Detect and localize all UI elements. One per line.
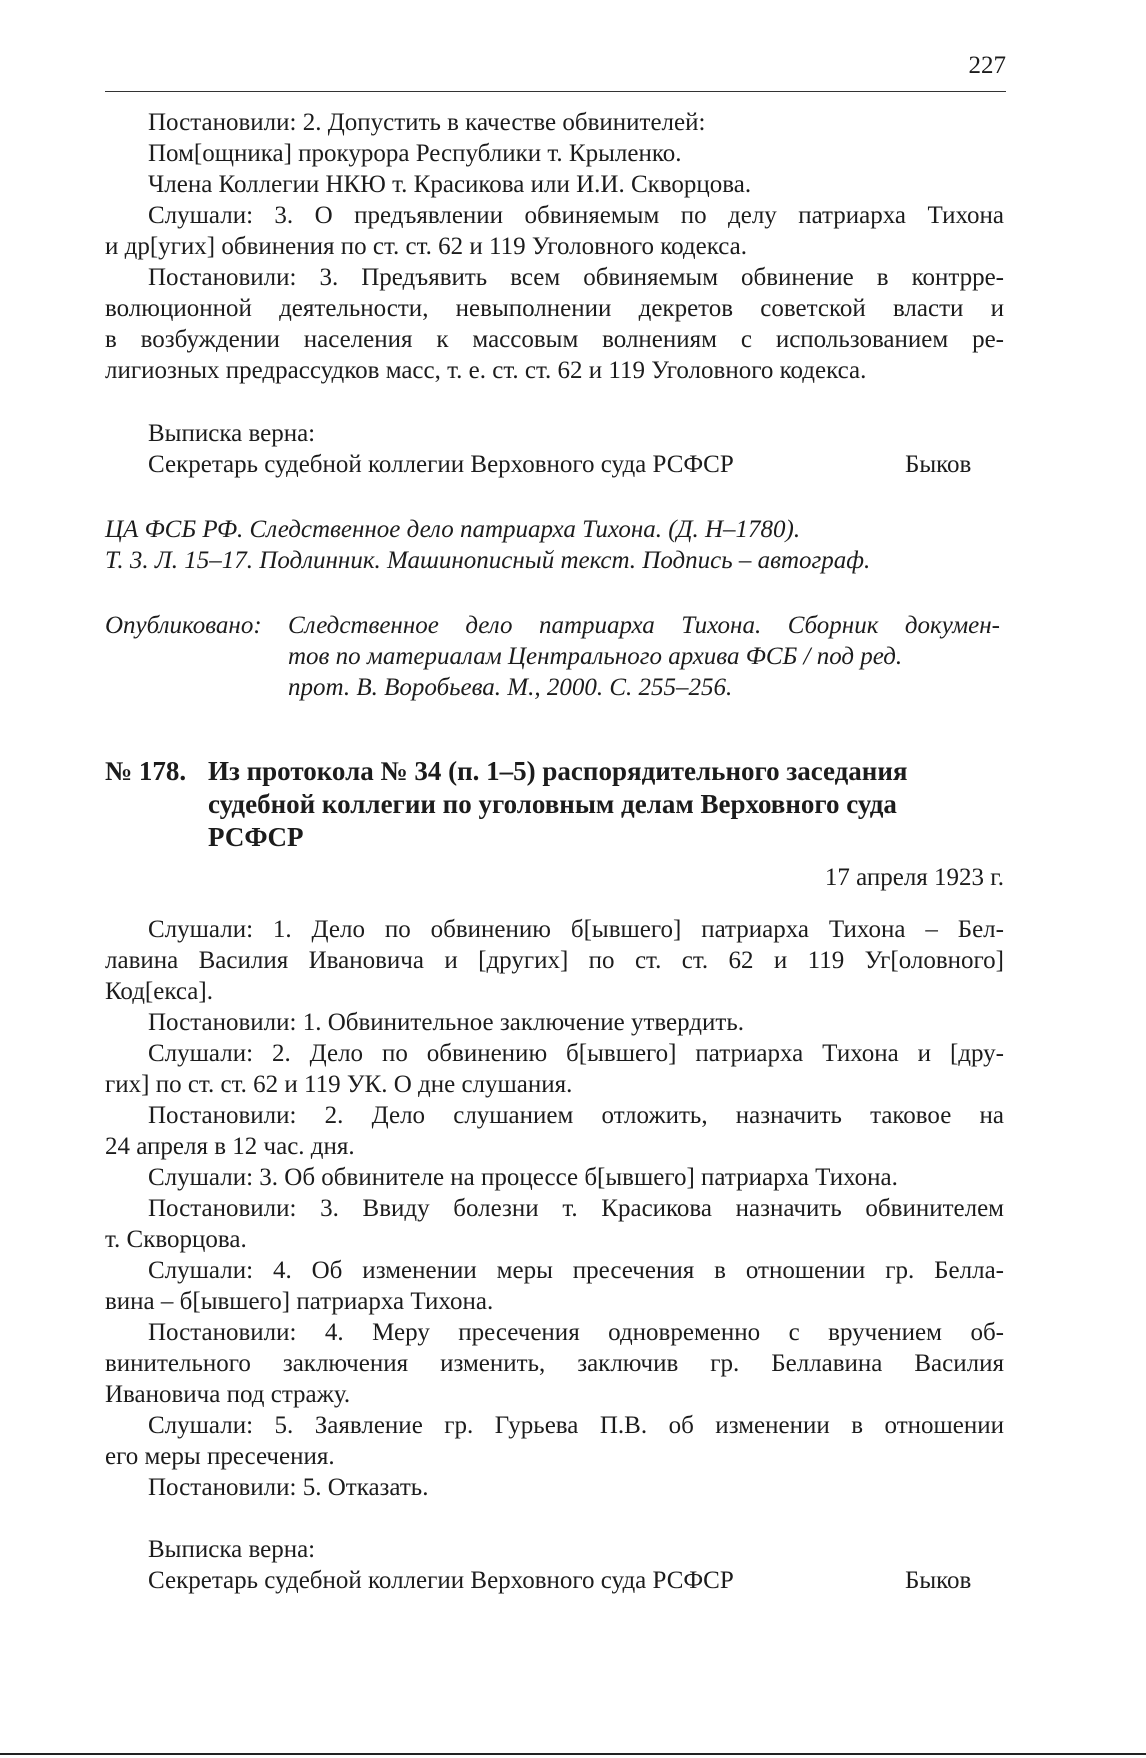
text-line: вина – б[ывшего] патриарха Тихона. xyxy=(105,1288,494,1315)
document-title-line: Из протокола № 34 (п. 1–5) распорядительного заседания xyxy=(208,756,908,786)
text-line: и др[угих] обвинения по ст. ст. 62 и 119 Уголовного кодекса. xyxy=(105,233,747,260)
text-line: гих] по ст. ст. 62 и 119 УК. О дне слушания. xyxy=(105,1071,573,1098)
text-line: Постановили: 3. Предъявить всем обвиняемым обвинение в контрре- xyxy=(148,264,1004,291)
text-line: Слушали: 1. Дело по обвинению б[ывшего] патриарха Тихона – Бел- xyxy=(148,916,1004,943)
document-title-line: РСФСР xyxy=(208,822,304,852)
text-line: волюционной деятельности, невыполнении декретов советской власти и xyxy=(105,295,1004,322)
text-line: 24 апреля в 12 час. дня. xyxy=(105,1133,355,1160)
published-line: тов по материалам Центрального архива ФСБ / под ред. xyxy=(288,643,903,670)
text-line: Члена Коллегии НКЮ т. Красикова или И.И. Скворцова. xyxy=(148,171,752,198)
text-line: лавина Василия Ивановича и [других] по ст. ст. 62 и 119 Уг[оловного] xyxy=(105,947,1004,974)
text-line: винительного заключения изменить, заключив гр. Беллавина Василия xyxy=(105,1350,1004,1377)
text-line: Слушали: 5. Заявление гр. Гурьева П.В. об изменении в отношении xyxy=(148,1412,1004,1439)
extract-label: Выписка верна: xyxy=(148,420,316,447)
text-line: Слушали: 3. О предъявлении обвиняемым по делу патриарха Тихона xyxy=(148,202,1004,229)
secretary-role: Секретарь судебной коллегии Верховного суда РСФСР xyxy=(148,451,734,478)
text-line: Постановили: 5. Отказать. xyxy=(148,1474,429,1501)
page-number: 227 xyxy=(968,52,1006,79)
secretary-name: Быков xyxy=(905,1567,972,1594)
text-line: Постановили: 4. Меру пресечения одновременно с вручением об- xyxy=(148,1319,1004,1346)
published-line: прот. В. Воробьева. М., 2000. С. 255–256. xyxy=(288,674,733,701)
header-rule xyxy=(105,91,1006,92)
text-line: Слушали: 2. Дело по обвинению б[ывшего] патриарха Тихона и [дру- xyxy=(148,1040,1004,1067)
source-line: ЦА ФСБ РФ. Следственное дело патриарха Тихона. (Д. Н–1780). xyxy=(105,516,801,543)
text-line: Слушали: 4. Об изменении меры пресечения в отношении гр. Белла- xyxy=(148,1257,1004,1284)
page-bottom-edge xyxy=(0,1753,1146,1755)
text-line: Пом[ощника] прокурора Республики т. Крыленко. xyxy=(148,140,682,167)
text-line: Постановили: 2. Допустить в качестве обвинителей: xyxy=(148,109,706,136)
text-line: Слушали: 3. Об обвинителе на процессе б[ывшего] патриарха Тихона. xyxy=(148,1164,898,1191)
document-title-line: судебной коллегии по уголовным делам Верховного суда xyxy=(208,789,897,819)
published-line: Следственное дело патриарха Тихона. Сборник докумен- xyxy=(288,612,1000,639)
text-line: Постановили: 1. Обвинительное заключение утвердить. xyxy=(148,1009,744,1036)
text-line: Постановили: 2. Дело слушанием отложить, назначить таковое на xyxy=(148,1102,1004,1129)
text-line: Ивановича под стражу. xyxy=(105,1381,351,1408)
secretary-name: Быков xyxy=(905,451,972,478)
text-line: в возбуждении населения к массовым волнениям с использованием ре- xyxy=(105,326,1004,353)
published-label: Опубликовано: xyxy=(105,612,262,639)
secretary-role: Секретарь судебной коллегии Верховного суда РСФСР xyxy=(148,1567,734,1594)
text-line: его меры пресечения. xyxy=(105,1443,335,1470)
document-date: 17 апреля 1923 г. xyxy=(824,864,1004,891)
text-line: лигиозных предрассудков масс, т. е. ст. ст. 62 и 119 Уголовного кодекса. xyxy=(105,357,867,384)
extract-label: Выписка верна: xyxy=(148,1536,316,1563)
text-line: Постановили: 3. Ввиду болезни т. Красикова назначить обвинителем xyxy=(148,1195,1004,1222)
text-line: Код[екса]. xyxy=(105,978,213,1005)
text-line: т. Скворцова. xyxy=(105,1226,247,1253)
document-number: № 178. xyxy=(105,756,187,786)
source-line: Т. 3. Л. 15–17. Подлинник. Машинописный текст. Подпись – автограф. xyxy=(105,547,871,574)
